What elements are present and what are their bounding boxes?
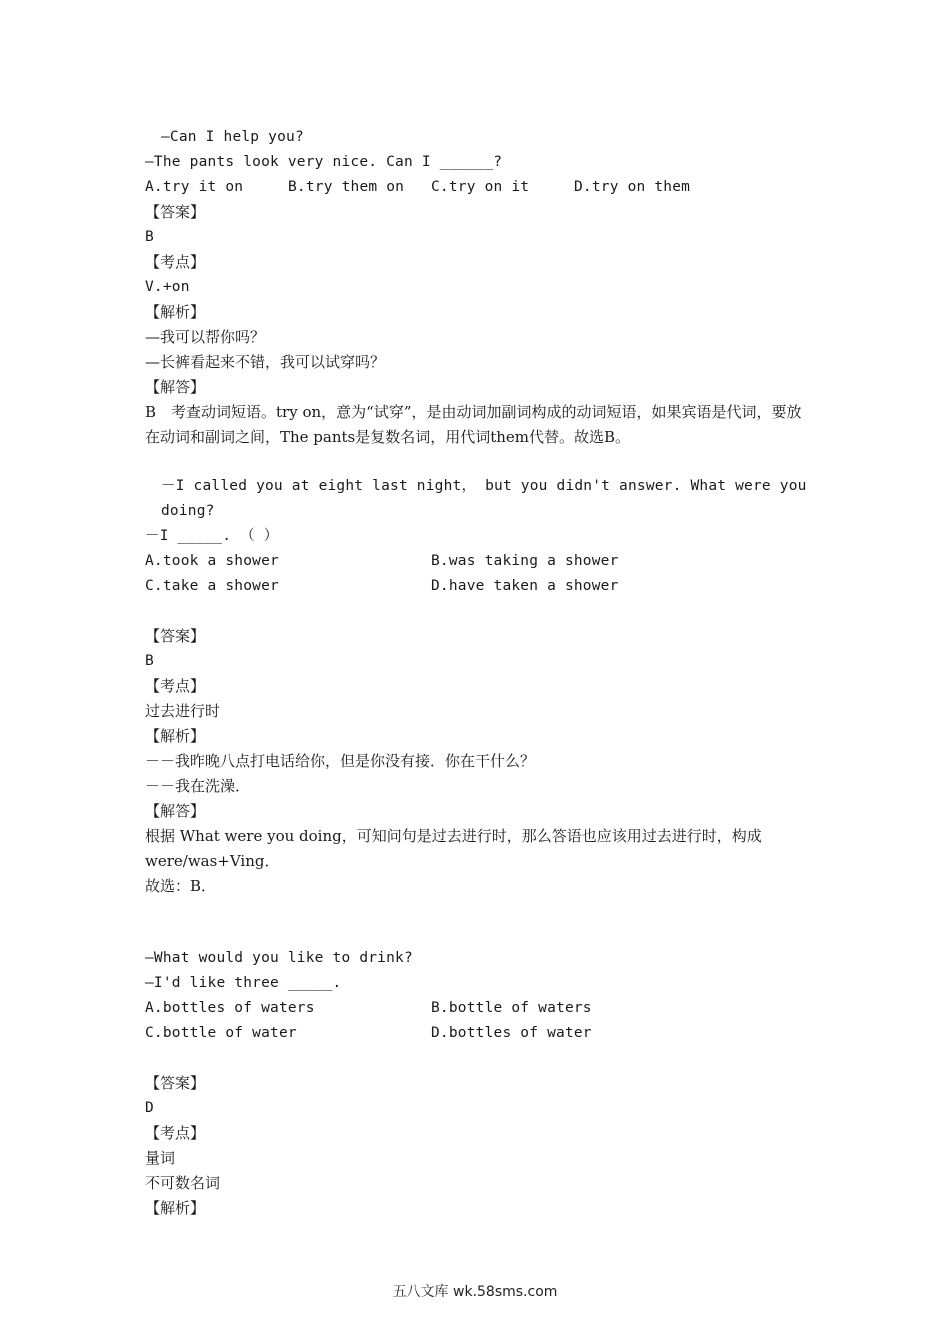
q1-prompt: —Can I help you? (161, 129, 304, 145)
q3-option-c: C.bottle of water (145, 1025, 297, 1041)
q1-analysis-2: —长裤看起来不错，我可以试穿吗？ (145, 353, 386, 371)
q2-analysis-2: －－我在洗澡． (145, 777, 251, 795)
q1-option-c: C.try on it (431, 179, 530, 195)
q1-answer-label: 【答案】 (145, 203, 206, 221)
q1-solution: B 考查动词短语。try on，意为“试穿”，是由动词加副词构成的动词短语，如果宾语是代词，要放在动词和副词之间，The pants是复数名词，用代词them代替。故选B。 (145, 403, 802, 446)
q2-option-a: A.took a shower (145, 553, 279, 569)
q2-solution-label: 【解答】 (145, 802, 206, 820)
q1-option-a: A.try it on (145, 179, 244, 195)
q1-point-label: 【考点】 (145, 253, 206, 271)
q2-point-label: 【考点】 (145, 677, 206, 695)
q1-option-d: D.try on them (574, 179, 691, 195)
q2-analysis-label: 【解析】 (145, 727, 206, 745)
q3-options-row-2 (145, 1021, 810, 1046)
q1-response: —The pants look very nice. Can I ______? (145, 154, 503, 170)
q3-option-a: A.bottles of waters (145, 1000, 315, 1016)
q3-options-row-1 (145, 996, 810, 1021)
q1-answer: B (145, 229, 154, 245)
q3-analysis-label: 【解析】 (145, 1199, 206, 1217)
q1-analysis-1: —我可以帮你吗？ (145, 328, 266, 346)
q2-option-b: B.was taking a shower (431, 553, 619, 569)
q1-analysis-label: 【解析】 (145, 303, 206, 321)
q1-options (145, 175, 810, 200)
q3-response: —I'd like three _____. (145, 975, 342, 991)
q2-answer: B (145, 653, 154, 669)
q1-solution-label: 【解答】 (145, 378, 206, 396)
q3-option-b: B.bottle of waters (431, 1000, 592, 1016)
q2-solution: 根据 What were you doing，可知问句是过去进行时，那么答语也应该用过去进行时，构成were/was+Ving． (145, 827, 762, 870)
q2-point: 过去进行时 (145, 702, 221, 720)
q2-option-d: D.have taken a shower (431, 578, 619, 594)
q1-point: V.+on (145, 279, 190, 295)
q3-option-d: D.bottles of water (431, 1025, 592, 1041)
q2-answer-label: 【答案】 (145, 627, 206, 645)
footer-watermark: 五八文库 wk.58sms.com (392, 1284, 558, 1300)
q2-response: －I _____. （ ） (145, 528, 279, 544)
question-2 (145, 474, 810, 899)
q2-analysis-1: －－我昨晚八点打电话给你，但是你没有接．你在干什么？ (145, 752, 536, 770)
q3-answer: D (145, 1100, 154, 1116)
q2-options-row-1 (145, 549, 810, 574)
q3-point-2: 不可数名词 (145, 1174, 221, 1192)
question-3 (145, 946, 810, 1221)
spacer (145, 599, 810, 624)
spacer (145, 1046, 810, 1071)
q2-option-c: C.take a shower (145, 578, 279, 594)
q1-option-b: B.try them on (288, 179, 405, 195)
q3-answer-label: 【答案】 (145, 1074, 206, 1092)
q3-prompt: —What would you like to drink? (145, 950, 413, 966)
q3-point-label: 【考点】 (145, 1124, 206, 1142)
q2-conclusion: 故选：B． (145, 877, 217, 895)
q2-options-row-2 (145, 574, 810, 599)
q2-prompt: －I called you at eight last night， but you didn't answer. What were you doing? (161, 478, 807, 519)
q3-point-1: 量词 (145, 1149, 176, 1167)
question-1 (145, 125, 810, 450)
